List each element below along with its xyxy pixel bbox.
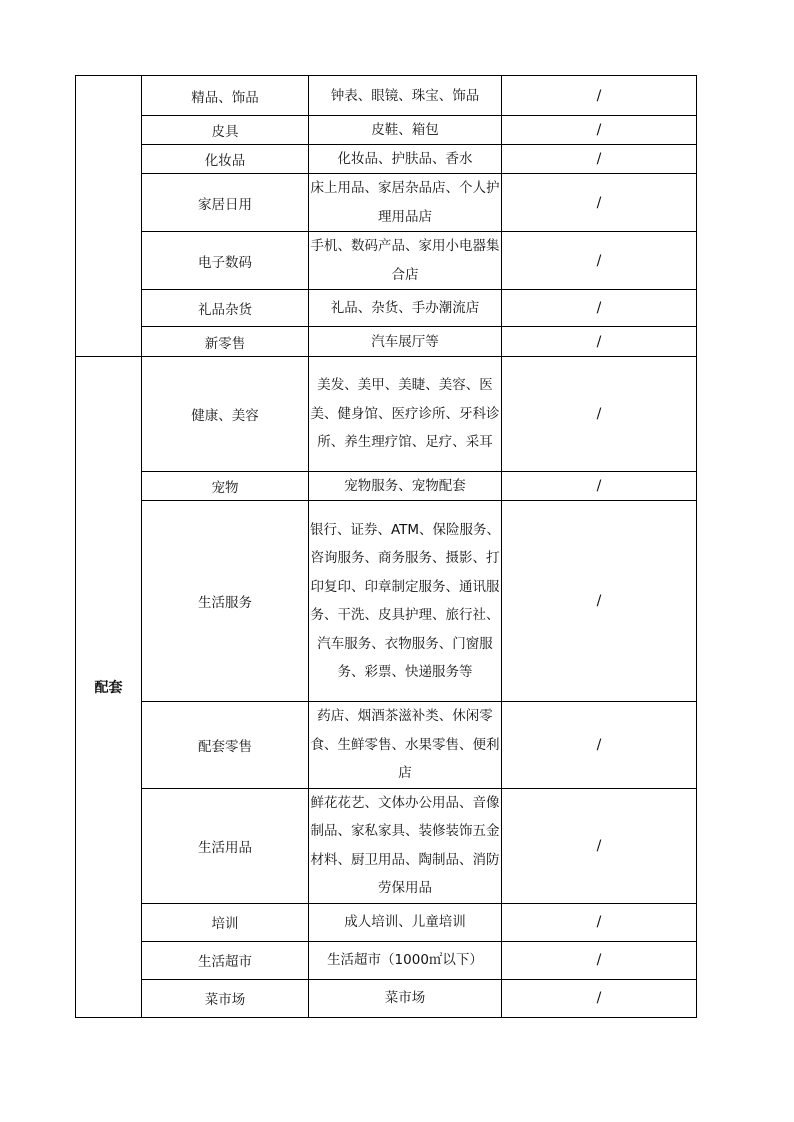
desc-cell: 美发、美甲、美睫、美容、医美、健身馆、医疗诊所、牙科诊所、养生理疗馆、足疗、采耳 (309, 357, 502, 472)
type-cell: 配套零售 (142, 702, 309, 789)
category-cell: 配套 (76, 357, 142, 1018)
desc-cell: 菜市场 (309, 979, 502, 1017)
table-row (76, 357, 697, 472)
business-type-table (75, 75, 697, 1018)
desc-cell: 生活超市（1000㎡以下） (309, 941, 502, 979)
table-row (76, 145, 697, 174)
table-row (76, 979, 697, 1017)
note-cell: / (502, 903, 697, 941)
note-cell: / (502, 290, 697, 327)
desc-cell: 化妆品、护肤品、香水 (309, 145, 502, 174)
desc-cell: 银行、证券、ATM、保险服务、咨询服务、商务服务、摄影、打印复印、印章制定服务、通讯服务、干洗、皮具护理、旅行社、汽车服务、衣物服务、门窗服务、彩票、快递服务等 (309, 501, 502, 702)
type-cell: 菜市场 (142, 979, 309, 1017)
type-cell: 生活超市 (142, 941, 309, 979)
table-row (76, 903, 697, 941)
table-row (76, 327, 697, 357)
note-cell: / (502, 702, 697, 789)
type-cell: 宠物 (142, 472, 309, 501)
note-cell: / (502, 501, 697, 702)
type-cell: 家居日用 (142, 174, 309, 232)
category-cell (76, 76, 142, 357)
type-cell: 生活服务 (142, 501, 309, 702)
table-row (76, 116, 697, 145)
table-row (76, 941, 697, 979)
type-cell: 皮具 (142, 116, 309, 145)
type-cell: 礼品杂货 (142, 290, 309, 327)
type-cell: 培训 (142, 903, 309, 941)
table-row (76, 76, 697, 116)
desc-cell: 成人培训、儿童培训 (309, 903, 502, 941)
type-cell: 精品、饰品 (142, 76, 309, 116)
table-row (76, 174, 697, 232)
type-cell: 生活用品 (142, 788, 309, 903)
table-row (76, 472, 697, 501)
desc-cell: 鲜花花艺、文体办公用品、音像制品、家私家具、装修装饰五金材料、厨卫用品、陶制品、消防劳保用品 (309, 788, 502, 903)
table-row (76, 702, 697, 789)
note-cell: / (502, 145, 697, 174)
note-cell: / (502, 116, 697, 145)
type-cell: 化妆品 (142, 145, 309, 174)
note-cell: / (502, 788, 697, 903)
desc-cell: 钟表、眼镜、珠宝、饰品 (309, 76, 502, 116)
note-cell: / (502, 232, 697, 290)
note-cell: / (502, 472, 697, 501)
desc-cell: 宠物服务、宠物配套 (309, 472, 502, 501)
desc-cell: 手机、数码产品、家用小电器集合店 (309, 232, 502, 290)
note-cell: / (502, 357, 697, 472)
note-cell: / (502, 941, 697, 979)
table-row (76, 232, 697, 290)
type-cell: 健康、美容 (142, 357, 309, 472)
table-row (76, 290, 697, 327)
type-cell: 新零售 (142, 327, 309, 357)
desc-cell: 床上用品、家居杂品店、个人护理用品店 (309, 174, 502, 232)
desc-cell: 汽车展厅等 (309, 327, 502, 357)
note-cell: / (502, 979, 697, 1017)
note-cell: / (502, 174, 697, 232)
table-row (76, 501, 697, 702)
table-row (76, 788, 697, 903)
type-cell: 电子数码 (142, 232, 309, 290)
note-cell: / (502, 327, 697, 357)
desc-cell: 礼品、杂货、手办潮流店 (309, 290, 502, 327)
note-cell: / (502, 76, 697, 116)
desc-cell: 药店、烟酒茶滋补类、休闲零食、生鲜零售、水果零售、便利店 (309, 702, 502, 789)
desc-cell: 皮鞋、箱包 (309, 116, 502, 145)
